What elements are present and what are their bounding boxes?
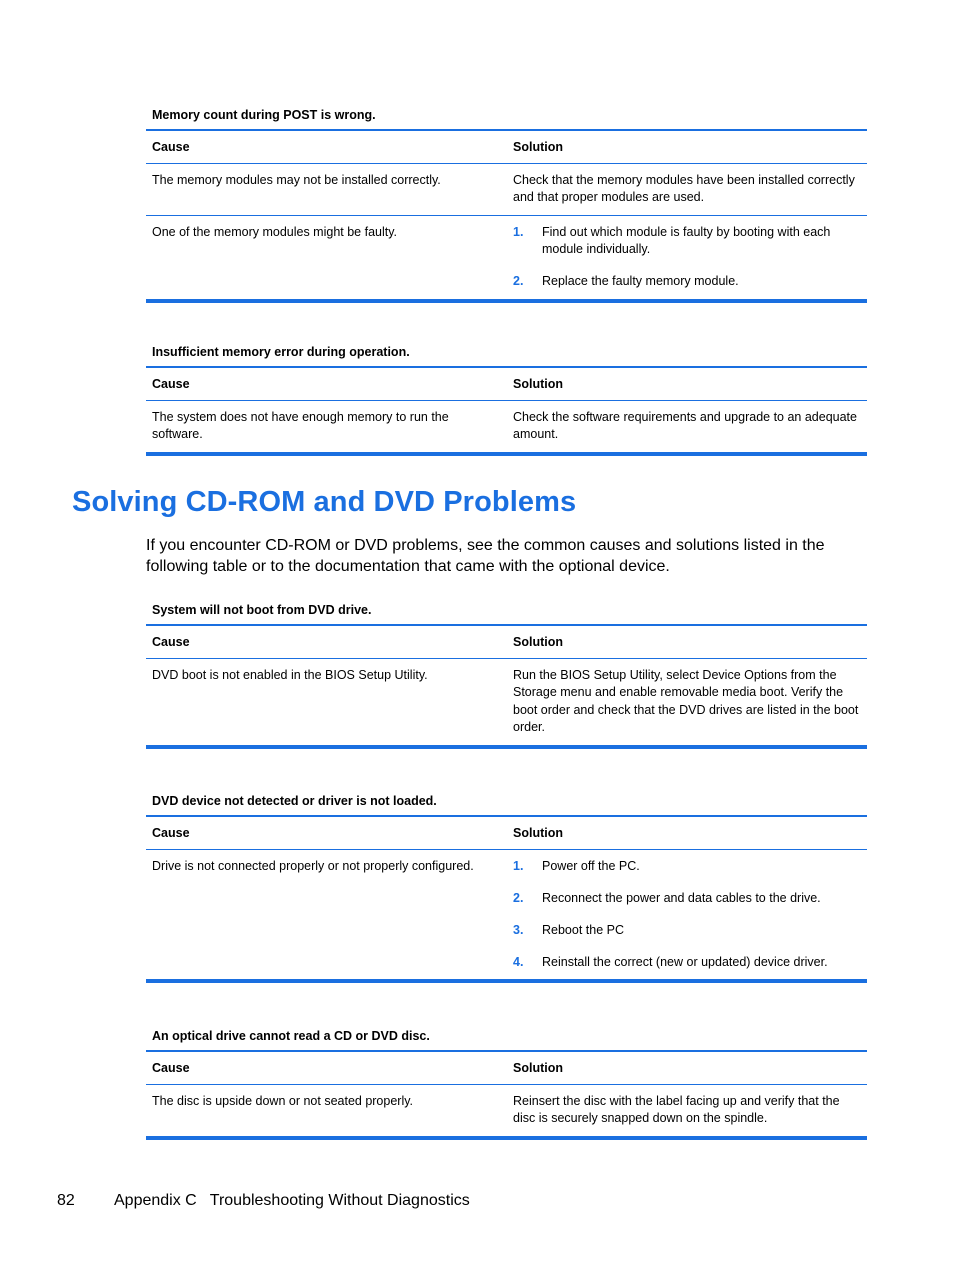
solution-cell (507, 850, 867, 980)
cause-cell: Drive is not connected properly or not properly configured. (152, 858, 474, 873)
table-row (146, 658, 867, 745)
cause-cell: DVD boot is not enabled in the BIOS Setup Utility. (152, 667, 428, 682)
section-heading: Solving CD-ROM and DVD Problems (72, 486, 577, 518)
footer-text: Appendix C Troubleshooting Without Diagnostics (114, 1192, 470, 1209)
step-number: 4. (513, 954, 524, 969)
step-number: 3. (513, 922, 524, 937)
solution-header: Solution (513, 377, 563, 391)
table-title: System will not boot from DVD drive. (152, 603, 372, 617)
table-memory-count (146, 105, 867, 303)
cause-cell: The disc is upside down or not seated properly. (152, 1093, 414, 1108)
table-row (146, 215, 867, 299)
step-number: 1. (513, 858, 524, 873)
table-title: An optical drive cannot read a CD or DVD disc. (152, 1029, 430, 1043)
cause-cell: The system does not have enough memory to run the software. (152, 409, 449, 441)
solution-header: Solution (513, 826, 563, 840)
solution-cell: Check that the memory modules have been installed correctly and that proper modules are used. (513, 172, 855, 204)
table-title: Memory count during POST is wrong. (152, 108, 376, 122)
solution-steps (513, 224, 861, 291)
list-item (513, 922, 861, 940)
table-dvd-boot (146, 600, 867, 749)
page-footer (57, 1191, 470, 1211)
solution-header: Solution (513, 635, 563, 649)
section-intro: If you encounter CD-ROM or DVD problems, see the common causes and solutions listed in the following table or to the documentation that came with the optional device. (146, 537, 825, 575)
table-row (146, 400, 867, 452)
step-text: Power off the PC. (542, 858, 640, 873)
cause-header: Cause (152, 826, 190, 840)
solution-cell: Run the BIOS Setup Utility, select Device Options from the Storage menu and enable removable media boot. Verify the boot order and check that the DVD drives are listed in the boot order. (513, 667, 859, 734)
step-text: Reconnect the power and data cables to the drive. (542, 890, 821, 905)
solution-cell: Reinsert the disc with the label facing up and verify that the disc is securely snapped down on the spindle. (513, 1093, 840, 1125)
table-dvd-not-detected (146, 791, 867, 983)
table-row (146, 163, 867, 215)
cause-header: Cause (152, 635, 190, 649)
table-row (146, 849, 867, 980)
step-text: Find out which module is faulty by booting with each module individually. (542, 224, 831, 256)
table-row (146, 1084, 867, 1136)
table-title: DVD device not detected or driver is not loaded. (152, 794, 437, 808)
step-number: 1. (513, 224, 524, 239)
list-item (513, 890, 861, 908)
list-item (513, 273, 861, 291)
solution-steps (513, 858, 861, 972)
cause-header: Cause (152, 1061, 190, 1075)
list-item (513, 224, 861, 259)
table-title: Insufficient memory error during operation. (152, 345, 410, 359)
table-insufficient-memory (146, 342, 867, 456)
step-text: Reinstall the correct (new or updated) device driver. (542, 954, 828, 969)
cause-header: Cause (152, 377, 190, 391)
step-number: 2. (513, 274, 524, 288)
step-text: Reboot the PC (542, 922, 624, 937)
step-number: 2. (513, 890, 524, 905)
solution-header: Solution (513, 1061, 563, 1075)
step-text: Replace the faulty memory module. (542, 274, 739, 288)
solution-header: Solution (513, 140, 563, 154)
solution-cell (507, 216, 867, 299)
list-item (513, 954, 861, 972)
page-number: 82 (57, 1192, 75, 1209)
cause-cell: The memory modules may not be installed correctly. (152, 172, 441, 187)
solution-cell: Check the software requirements and upgrade to an adequate amount. (513, 409, 857, 441)
cause-cell: One of the memory modules might be faulty. (152, 224, 398, 239)
list-item (513, 858, 861, 876)
table-optical-drive (146, 1026, 867, 1140)
cause-header: Cause (152, 140, 190, 154)
